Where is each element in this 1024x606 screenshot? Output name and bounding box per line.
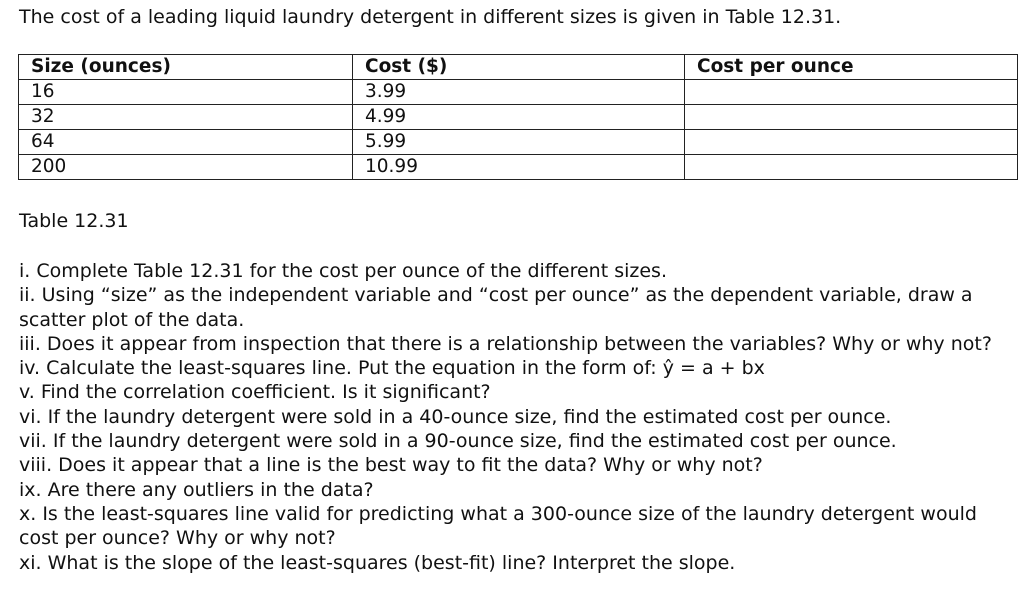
- table-header-row: [19, 55, 1018, 80]
- question-list: [19, 259, 1014, 575]
- cell-cost-per-ounce: [685, 80, 1018, 105]
- cell-size: 64: [19, 130, 353, 155]
- cell-cost-per-ounce: [685, 155, 1018, 180]
- cell-size: 200: [19, 155, 353, 180]
- question-item: v. Find the correlation coefficient. Is it significant?: [19, 381, 491, 404]
- question-item: iv. Calculate the least-squares line. Put the equation in the form of: ŷ = a + bx: [19, 357, 765, 380]
- cell-size: 32: [19, 105, 353, 130]
- cell-cost: 3.99: [353, 80, 685, 105]
- cell-cost-per-ounce: [685, 130, 1018, 155]
- table-row: [19, 105, 1018, 130]
- header-cost-per-ounce: Cost per ounce: [685, 55, 1018, 80]
- header-size: Size (ounces): [19, 55, 353, 80]
- table-row: [19, 130, 1018, 155]
- cell-cost: 10.99: [353, 155, 685, 180]
- question-item: viii. Does it appear that a line is the best way to fit the data? Why or why not?: [19, 454, 763, 477]
- detergent-cost-table: [18, 54, 1018, 180]
- cell-cost: 4.99: [353, 105, 685, 130]
- table-caption: Table 12.31: [19, 210, 129, 232]
- cell-cost: 5.99: [353, 130, 685, 155]
- table-row: [19, 155, 1018, 180]
- question-item: ix. Are there any outliers in the data?: [19, 478, 374, 501]
- cell-size: 16: [19, 80, 353, 105]
- question-item: i. Complete Table 12.31 for the cost per ounce of the different sizes.: [19, 260, 667, 282]
- question-item: ii. Using “size” as the independent variable and “cost per ounce” as the dependent variable, draw a scatter plot of the data.: [19, 284, 973, 331]
- table-row: [19, 80, 1018, 105]
- question-item: iii. Does it appear from inspection that there is a relationship between the variables? Why or why not?: [19, 332, 992, 355]
- question-item: vi. If the laundry detergent were sold in a 40-ounce size, find the estimated cost per ounce.: [19, 405, 892, 428]
- cell-cost-per-ounce: [685, 105, 1018, 130]
- intro-text: The cost of a leading liquid laundry detergent in different sizes is given in Table 12.31.: [19, 6, 842, 28]
- question-item: vii. If the laundry detergent were sold in a 90-ounce size, find the estimated cost per ounce.: [19, 430, 897, 453]
- header-cost: Cost ($): [353, 55, 685, 80]
- question-item: x. Is the least-squares line valid for predicting what a 300-ounce size of the laundry detergent would cost per ounce? Why or why not?: [19, 502, 977, 550]
- question-item: xi. What is the slope of the least-squares (best-fit) line? Interpret the slope.: [19, 551, 736, 574]
